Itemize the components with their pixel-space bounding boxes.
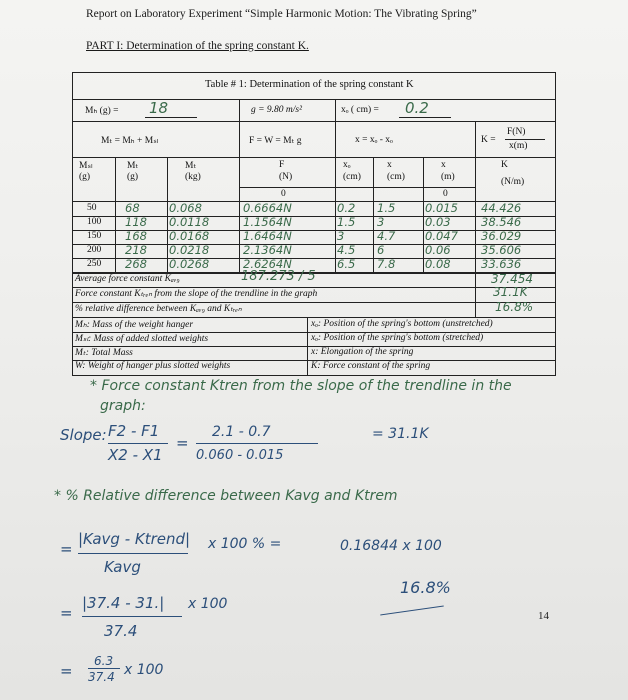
k-formula-left: K = <box>481 135 496 145</box>
table-cell-f: 2.6264N <box>243 257 292 271</box>
table-cell-x: 7.8 <box>377 257 396 271</box>
slope-num: 2.1 - 0.7 <box>212 424 271 440</box>
diff-value: 16.8% <box>495 300 534 314</box>
table-cell-mtkg: 0.068 <box>169 201 202 215</box>
slope-frac-num: F2 - F1 <box>108 422 160 440</box>
eq2-prefix: = <box>60 604 73 622</box>
avg-value: 37.454 <box>491 272 533 286</box>
mt-formula: Mₜ = Mₕ + Mₛₗ <box>101 136 159 146</box>
eq1-result: 0.16844 x 100 <box>340 538 442 554</box>
eq3-mult: x 100 <box>124 662 164 678</box>
table-cell-mt: 218 <box>125 243 147 257</box>
xo-label: xₒ ( cm) = <box>341 105 379 115</box>
table-cell-x: 1.5 <box>377 201 396 215</box>
avg-scrawl: 187.273 / 5 <box>241 269 316 284</box>
part-heading: PART I: Determination of the spring constant K. <box>86 40 309 52</box>
k-formula-num: F(N) <box>507 127 526 137</box>
col-header-top: F <box>279 160 285 170</box>
trend-value: 31.1K <box>493 285 528 299</box>
table-cell-k: 44.426 <box>481 201 522 215</box>
eq2-num: |37.4 - 31.| <box>82 594 165 612</box>
note-rel-diff: * % Relative difference between Kavg and Ktrem <box>54 488 398 504</box>
table-cell-f: 2.1364N <box>243 243 292 257</box>
table-cell-f: 1.6464N <box>243 229 292 243</box>
legend-right-item: x: Elongation of the spring <box>311 347 414 357</box>
legend-right-item: xₒ: Position of the spring's bottom (unstretched) <box>311 319 493 329</box>
k-formula-den: x(m) <box>509 141 528 151</box>
diff-label: % relative difference between Kₐᵥ₉ and Kₜᵣₑₙ <box>75 304 242 314</box>
table-cell-msw: 250 <box>87 259 102 269</box>
avg-label: Average force constant Kₐᵥ₉ <box>75 274 180 284</box>
mh-value: 18 <box>149 99 169 117</box>
col-header-unit: (g) <box>79 172 91 182</box>
note-trend-line1: * Force constant Ktren from the slope of the trendline in the <box>90 378 512 394</box>
legend-right-item: xₒ: Position of the spring's bottom (stretched) <box>311 333 484 343</box>
col-header-top: Mₛₗ <box>79 161 93 171</box>
table-cell-mt: 118 <box>125 215 147 229</box>
table-cell-k: 38.546 <box>481 215 522 229</box>
note-trend-line2: graph: <box>100 398 146 414</box>
table-cell-xm: 0.047 <box>425 229 458 243</box>
table-cell-mt: 68 <box>125 201 140 215</box>
eq2-result: 16.8% <box>400 578 451 597</box>
table-cell-k: 35.606 <box>481 243 522 257</box>
table-cell-mtkg: 0.0168 <box>169 229 210 243</box>
data-table <box>72 72 556 376</box>
report-title: Report on Laboratory Experiment “Simple Harmonic Motion: The Vibrating Spring” <box>86 8 477 20</box>
col-header-top: Mₜ <box>185 161 197 171</box>
col-header-unit: (N) <box>279 172 293 182</box>
g-value: g = 9.80 m/s² <box>251 105 302 115</box>
page-number: 14 <box>538 610 549 622</box>
xo-value: 0.2 <box>405 99 429 117</box>
slope-den: 0.060 - 0.015 <box>196 448 284 463</box>
table-cell-xf: 6.5 <box>337 257 356 271</box>
table-caption: Table # 1: Determination of the spring constant K <box>205 79 414 90</box>
eq3-den: 37.4 <box>88 670 115 684</box>
eq1-mult: x 100 % = <box>208 536 282 552</box>
col-header-top: xₒ <box>343 160 351 170</box>
eq1-num: |Kavg - Ktrend| <box>78 530 191 548</box>
table-cell-xf: 1.5 <box>337 215 356 229</box>
table-cell-f: 0.6664N <box>243 201 292 215</box>
table-cell-xf: 4.5 <box>337 243 356 257</box>
table-cell-xm: 0.08 <box>425 257 451 271</box>
table-cell-mt: 168 <box>125 229 147 243</box>
table-cell-xm: 0.06 <box>425 243 451 257</box>
col-header-top: x <box>387 160 392 170</box>
table-cell-mtkg: 0.0268 <box>169 257 210 271</box>
slope-result: = 31.1K <box>372 426 429 442</box>
col-header-unit: (N/m) <box>501 177 525 187</box>
col-header-unit: (cm) <box>387 172 405 182</box>
slope-eq: = <box>176 434 189 452</box>
col-header-unit: (m) <box>441 172 455 182</box>
zero-elongation: 0 <box>443 189 448 199</box>
table-cell-x: 3 <box>377 215 385 229</box>
table-cell-msw: 50 <box>87 203 97 213</box>
table-cell-k: 33.636 <box>481 257 522 271</box>
table-cell-msw: 100 <box>87 217 102 227</box>
slope-frac-den: X2 - X1 <box>108 446 163 464</box>
legend-left-item: Mₕ: Mass of the weight hanger <box>75 320 194 330</box>
table-cell-mtkg: 0.0218 <box>169 243 210 257</box>
table-cell-msw: 150 <box>87 231 102 241</box>
col-header-top: x <box>441 160 446 170</box>
zero-force: 0 <box>281 189 286 199</box>
table-cell-k: 36.029 <box>481 229 522 243</box>
eq2-mult: x 100 <box>188 596 228 612</box>
col-header-top: Mₜ <box>127 161 139 171</box>
f-formula: F = W = Mₜ g <box>249 136 302 146</box>
table-cell-xm: 0.03 <box>425 215 451 229</box>
eq3-num: 6.3 <box>94 654 114 668</box>
eq3-prefix: = <box>60 662 73 680</box>
table-cell-f: 1.1564N <box>243 215 292 229</box>
table-cell-msw: 200 <box>87 245 102 255</box>
table-cell-xf: 3 <box>337 229 345 243</box>
legend-left-item: Mₛₗ: Mass of added slotted weights <box>75 334 209 344</box>
table-cell-x: 6 <box>377 243 385 257</box>
eq2-den: 37.4 <box>104 622 138 640</box>
legend-left-item: Mₜ: Total Mass <box>75 348 133 358</box>
table-cell-x: 4.7 <box>377 229 396 243</box>
legend-left-item: W: Weight of hanger plus slotted weights <box>75 361 231 371</box>
eq1-prefix: = <box>60 540 73 558</box>
table-cell-mtkg: 0.0118 <box>169 215 210 229</box>
eq1-den: Kavg <box>104 558 141 576</box>
x-formula: x = xₒ - xₒ <box>355 135 393 145</box>
col-header-unit: (g) <box>127 172 139 182</box>
col-header-top: K <box>501 160 508 170</box>
mh-label: Mₕ (g) = <box>85 106 119 116</box>
trend-label: Force constant Kₜᵣₑₙ from the slope of the trendline in the graph <box>75 289 318 299</box>
col-header-unit: (kg) <box>185 172 201 182</box>
table-cell-xf: 0.2 <box>337 201 356 215</box>
slope-label: Slope: <box>60 426 107 444</box>
legend-right-item: K: Force constant of the spring <box>311 361 431 371</box>
table-cell-mt: 268 <box>125 257 147 271</box>
col-header-unit: (cm) <box>343 172 361 182</box>
table-cell-xm: 0.015 <box>425 201 458 215</box>
